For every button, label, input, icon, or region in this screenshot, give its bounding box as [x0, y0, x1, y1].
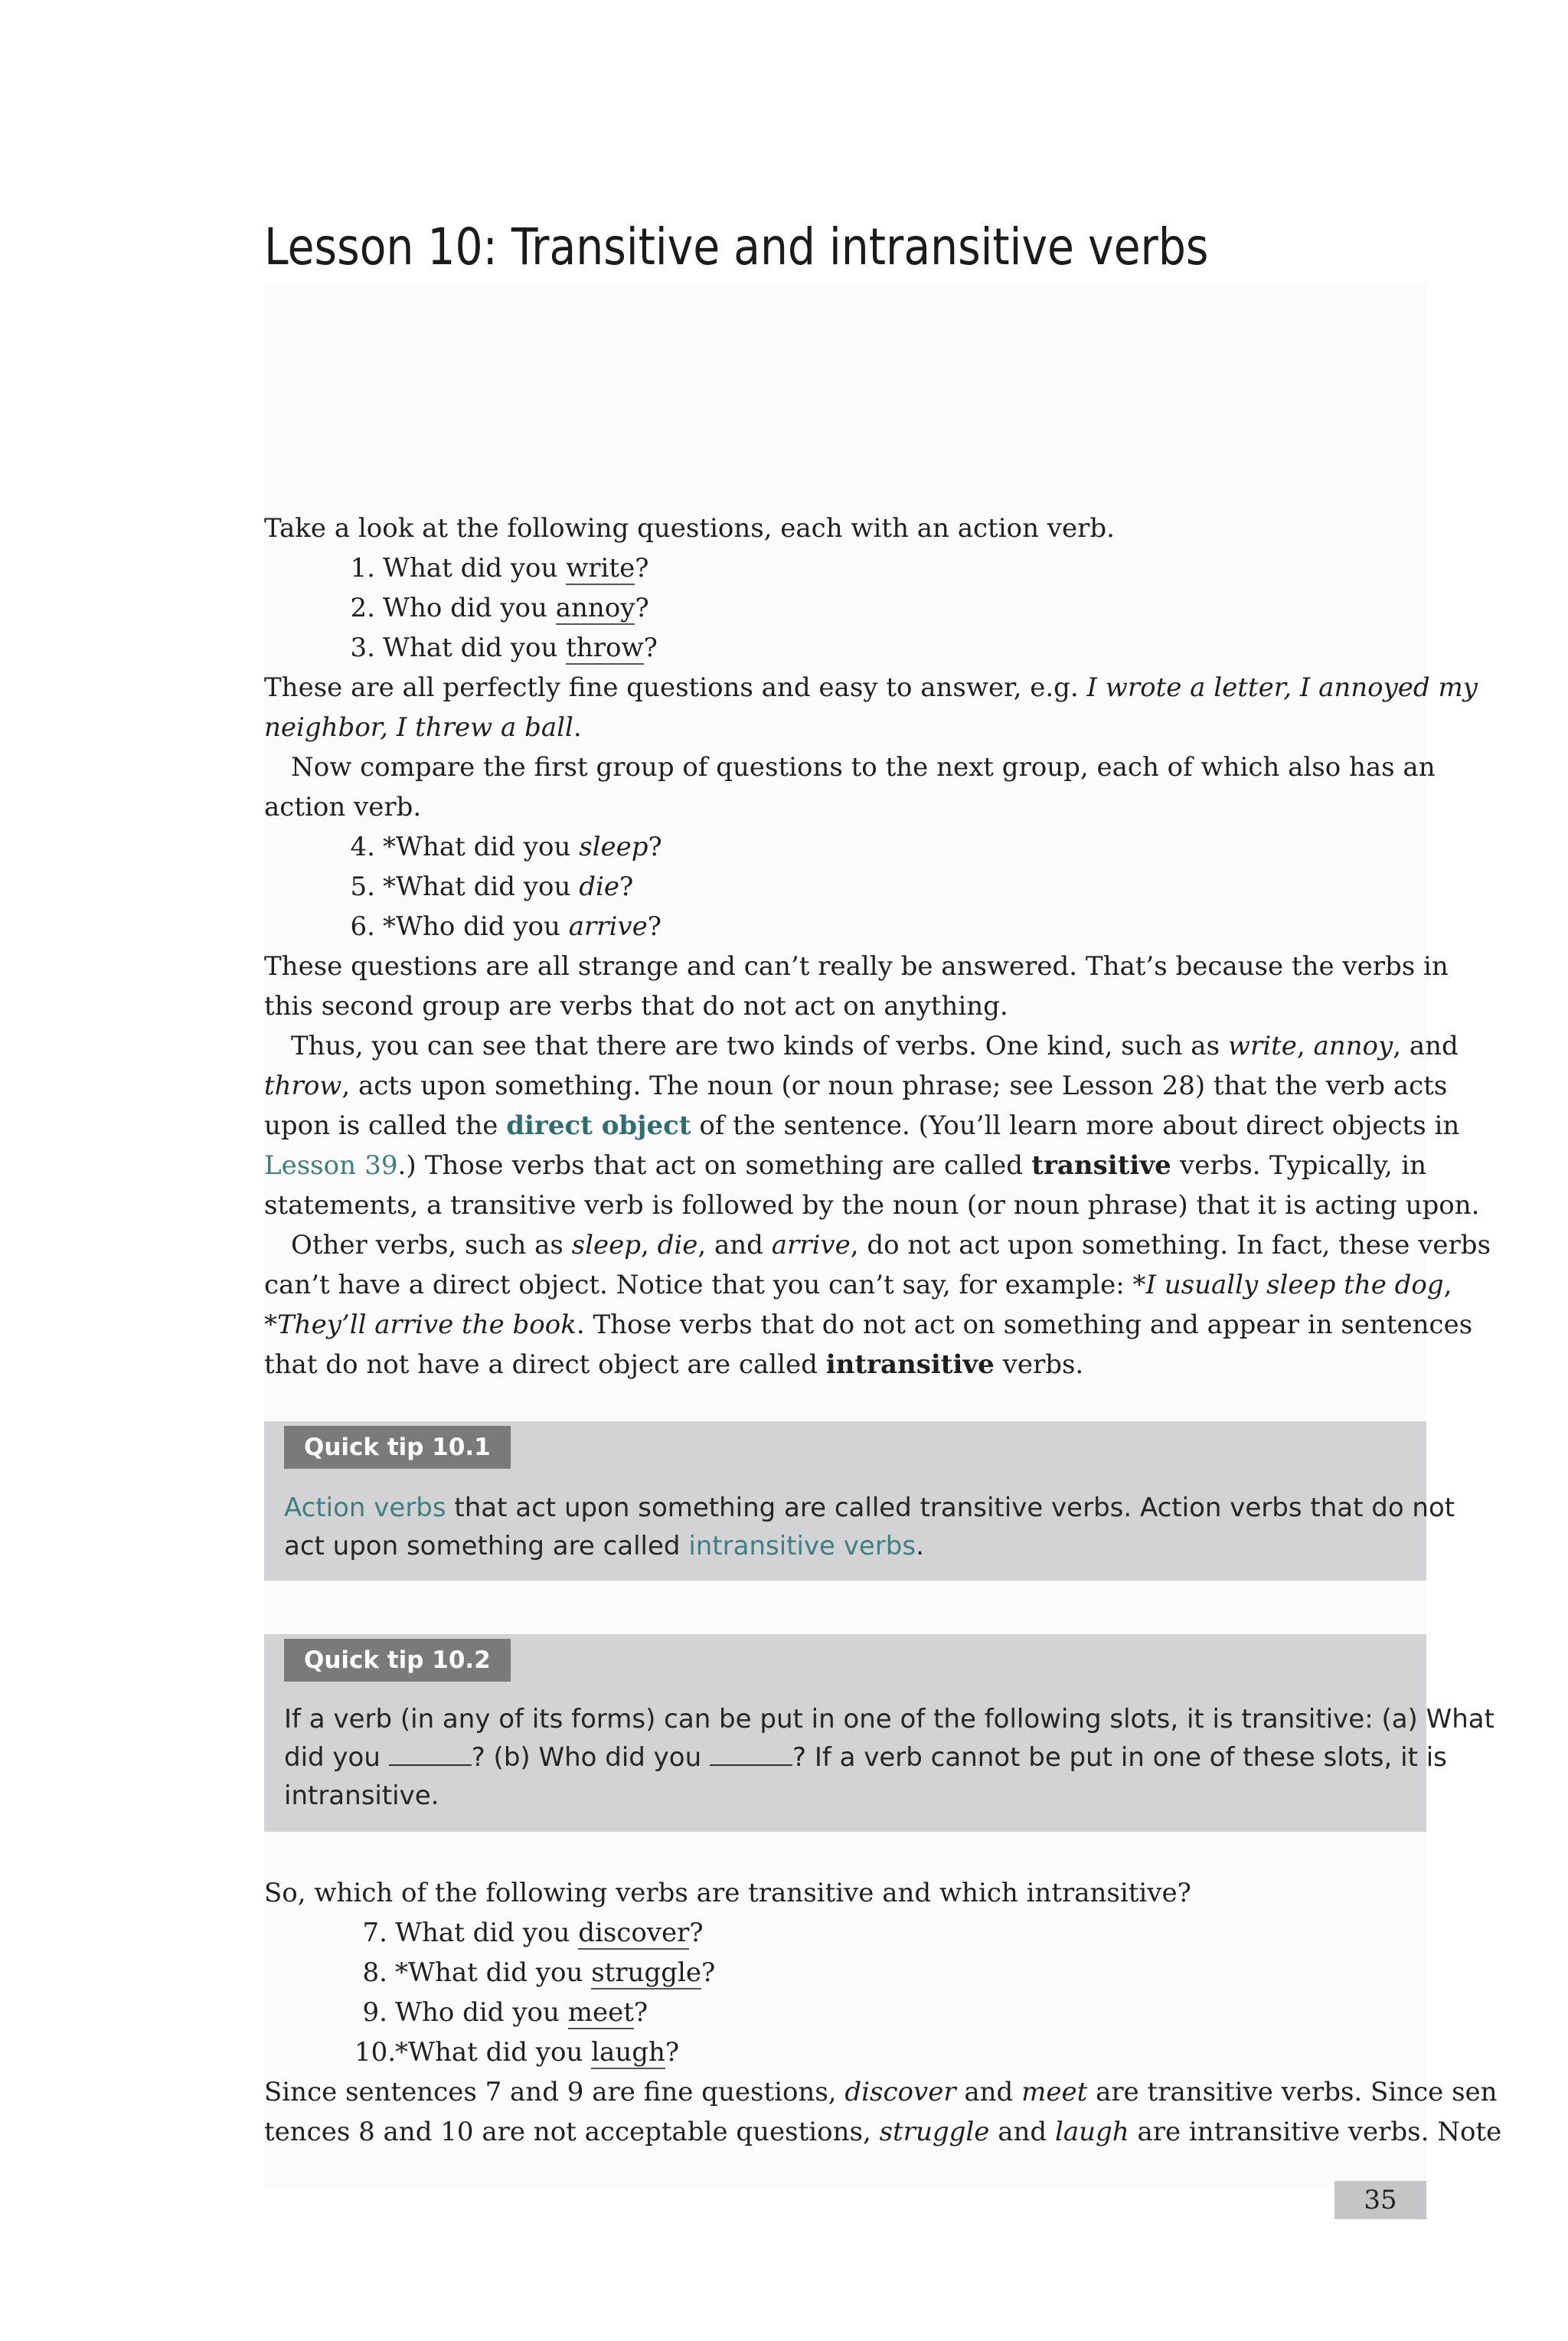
paragraph-line: These are all perfectly fine questions and easy to answer, e.g. I wrote a letter, I annoyed my	[264, 672, 1478, 703]
answer-blank	[389, 1741, 472, 1766]
paragraph-line: Lesson 39.) Those verbs that act on something are called transitive verbs. Typically, in	[264, 1150, 1427, 1181]
paragraph-line: upon is called the direct object of the sentence. (You’ll learn more about direct objects in	[264, 1110, 1460, 1141]
example-verb: arrive	[568, 911, 648, 942]
paragraph-line: that do not have a direct object are called intransitive verbs.	[264, 1349, 1084, 1380]
quick-tip-box	[264, 1421, 1455, 1581]
example-verb: struggle	[591, 1957, 701, 1988]
paragraph-line: this second group are verbs that do not act on anything.	[264, 991, 1008, 1022]
body-text-lower	[264, 1873, 1502, 2152]
paragraph-line: action verb.	[264, 792, 422, 822]
example-verb: write	[566, 553, 635, 584]
lesson-39-link[interactable]: Lesson 39	[264, 1150, 398, 1181]
example-item: 4. *What did you sleep?	[350, 832, 662, 862]
example-verb: laugh	[591, 2037, 665, 2068]
glossary-term-action-verbs[interactable]: Action verbs	[284, 1493, 446, 1523]
glossary-term-intransitive-verbs[interactable]: intransitive verbs	[688, 1531, 916, 1561]
example-item: 3. What did you throw?	[350, 633, 658, 663]
example-item: 2. Who did you annoy?	[350, 593, 649, 623]
example-item: 10.*What did you laugh?	[354, 2037, 680, 2068]
paragraph-line: Now compare the first group of questions to the next group, each of which also has an	[291, 752, 1436, 783]
example-item: 8. *What did you struggle?	[362, 1957, 716, 1988]
paragraph-line: tences 8 and 10 are not acceptable questions, struggle and laugh are intransitive verbs. Note	[264, 2117, 1502, 2147]
paragraph-line: throw, acts upon something. The noun (or noun phrase; see Lesson 28) that the verb acts	[264, 1071, 1448, 1101]
example-item: 7. What did you discover?	[362, 1918, 704, 1948]
example-item: 6. *Who did you arrive?	[350, 911, 662, 942]
glossary-term-direct-object[interactable]: direct object	[506, 1110, 691, 1141]
body-text-upper	[264, 508, 1491, 1385]
quick-tip-box	[264, 1634, 1494, 1832]
example-verb: sleep	[579, 832, 648, 862]
paragraph-line: can’t have a direct object. Notice that you can’t say, for example: *I usually sleep the dog,	[264, 1270, 1452, 1300]
quick-tip-label: Quick tip 10.1	[284, 1426, 511, 1469]
example-item: 5. *What did you die?	[350, 871, 634, 902]
page-title: Lesson 10: Transitive and intransitive verbs	[264, 217, 1209, 276]
example-verb: throw	[566, 633, 644, 663]
paragraph-line: *They’ll arrive the book. Those verbs that do not act on something and appear in sentences	[264, 1309, 1473, 1340]
example-verb: die	[579, 871, 619, 902]
example-item: 9. Who did you meet?	[362, 1997, 648, 2028]
page-number: 35	[1334, 2181, 1426, 2219]
paragraph-line: So, which of the following verbs are transitive and which intransitive?	[264, 1878, 1191, 1908]
paragraph-line: neighbor, I threw a ball.	[264, 712, 582, 743]
quick-tip-text: Action verbs that act upon something are called transitive verbs. Action verbs that do not act upon something are called intransitive verbs.	[284, 1493, 1455, 1561]
paragraph-intro: Take a look at the following questions, each with an action verb.	[264, 513, 1115, 544]
example-verb: discover	[578, 1918, 690, 1948]
answer-blank	[710, 1741, 792, 1766]
paragraph-line: Other verbs, such as sleep, die, and arrive, do not act upon something. In fact, these verbs	[291, 1230, 1491, 1260]
quick-tip-text: If a verb (in any of its forms) can be put in one of the following slots, it is transitive: (a) What did you ? (b) Who did you ? If a verb cannot be put in one of these slots, it is intransitive.	[284, 1704, 1494, 1811]
example-item: 1. What did you write?	[350, 553, 649, 584]
paragraph-line: These questions are all strange and can’t really be answered. That’s because the verbs in	[264, 951, 1449, 982]
paragraph-line: Thus, you can see that there are two kinds of verbs. One kind, such as write, annoy, and	[291, 1031, 1459, 1061]
example-verb: meet	[567, 1997, 634, 2028]
quick-tip-label: Quick tip 10.2	[284, 1639, 511, 1682]
example-verb: annoy	[555, 593, 635, 623]
paragraph-line: Since sentences 7 and 9 are fine questions, discover and meet are transitive verbs. Since sen	[264, 2077, 1498, 2107]
paragraph-line: statements, a transitive verb is followed by the noun (or noun phrase) that it is acting upon.	[264, 1190, 1480, 1221]
